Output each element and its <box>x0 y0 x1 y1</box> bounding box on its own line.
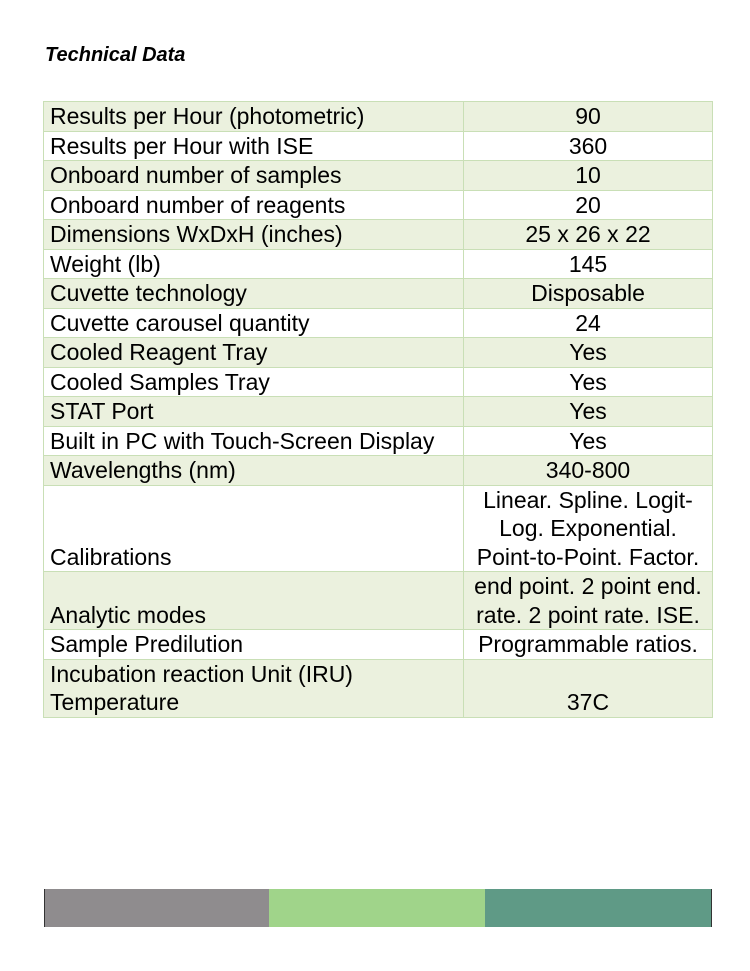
table-row <box>44 426 713 456</box>
row-label: Results per Hour (photometric) <box>44 102 464 132</box>
table-row <box>44 102 713 132</box>
technical-data-table <box>43 101 713 718</box>
row-label: Cooled Reagent Tray <box>44 338 464 368</box>
row-label: STAT Port <box>44 397 464 427</box>
row-value: 24 <box>464 308 713 338</box>
row-value: 90 <box>464 102 713 132</box>
row-label: Analytic modes <box>44 572 464 630</box>
table-row <box>44 456 713 486</box>
footer-bar-green-segment <box>269 889 485 927</box>
table-row <box>44 279 713 309</box>
row-label: Dimensions WxDxH (inches) <box>44 220 464 250</box>
row-value: end point. 2 point end. rate. 2 point rate. ISE. <box>464 572 713 630</box>
row-value: 25 x 26 x 22 <box>464 220 713 250</box>
row-value: Programmable ratios. <box>464 630 713 660</box>
table-row <box>44 220 713 250</box>
row-value: Yes <box>464 367 713 397</box>
row-value: 20 <box>464 190 713 220</box>
table-row <box>44 485 713 572</box>
footer-bar-teal-segment <box>485 889 711 927</box>
footer-bar-gray-segment <box>45 889 269 927</box>
row-label: Wavelengths (nm) <box>44 456 464 486</box>
row-value: 360 <box>464 131 713 161</box>
table-row <box>44 659 713 717</box>
row-label: Weight (lb) <box>44 249 464 279</box>
page-title: Technical Data <box>45 44 186 66</box>
row-value: Yes <box>464 426 713 456</box>
row-value: 145 <box>464 249 713 279</box>
table-row <box>44 161 713 191</box>
row-label: Built in PC with Touch-Screen Display <box>44 426 464 456</box>
table-row <box>44 338 713 368</box>
row-value: 340-800 <box>464 456 713 486</box>
table-row <box>44 131 713 161</box>
row-value: Linear. Spline. Logit-Log. Exponential. Point-to-Point. Factor. <box>464 485 713 572</box>
table-row <box>44 308 713 338</box>
table-row <box>44 367 713 397</box>
row-label: Calibrations <box>44 485 464 572</box>
row-label: Cooled Samples Tray <box>44 367 464 397</box>
table-row <box>44 397 713 427</box>
row-label: Onboard number of samples <box>44 161 464 191</box>
row-label: Sample Predilution <box>44 630 464 660</box>
row-label: Onboard number of reagents <box>44 190 464 220</box>
row-label: Cuvette carousel quantity <box>44 308 464 338</box>
row-value: 37C <box>464 659 713 717</box>
row-value: Yes <box>464 338 713 368</box>
row-label: Cuvette technology <box>44 279 464 309</box>
table-row <box>44 572 713 630</box>
table-row <box>44 190 713 220</box>
row-label: Results per Hour with ISE <box>44 131 464 161</box>
row-label: Incubation reaction Unit (IRU) Temperature <box>44 659 464 717</box>
table-row <box>44 630 713 660</box>
row-value: Disposable <box>464 279 713 309</box>
table-row <box>44 249 713 279</box>
row-value: 10 <box>464 161 713 191</box>
row-value: Yes <box>464 397 713 427</box>
footer-color-bar <box>44 889 712 927</box>
